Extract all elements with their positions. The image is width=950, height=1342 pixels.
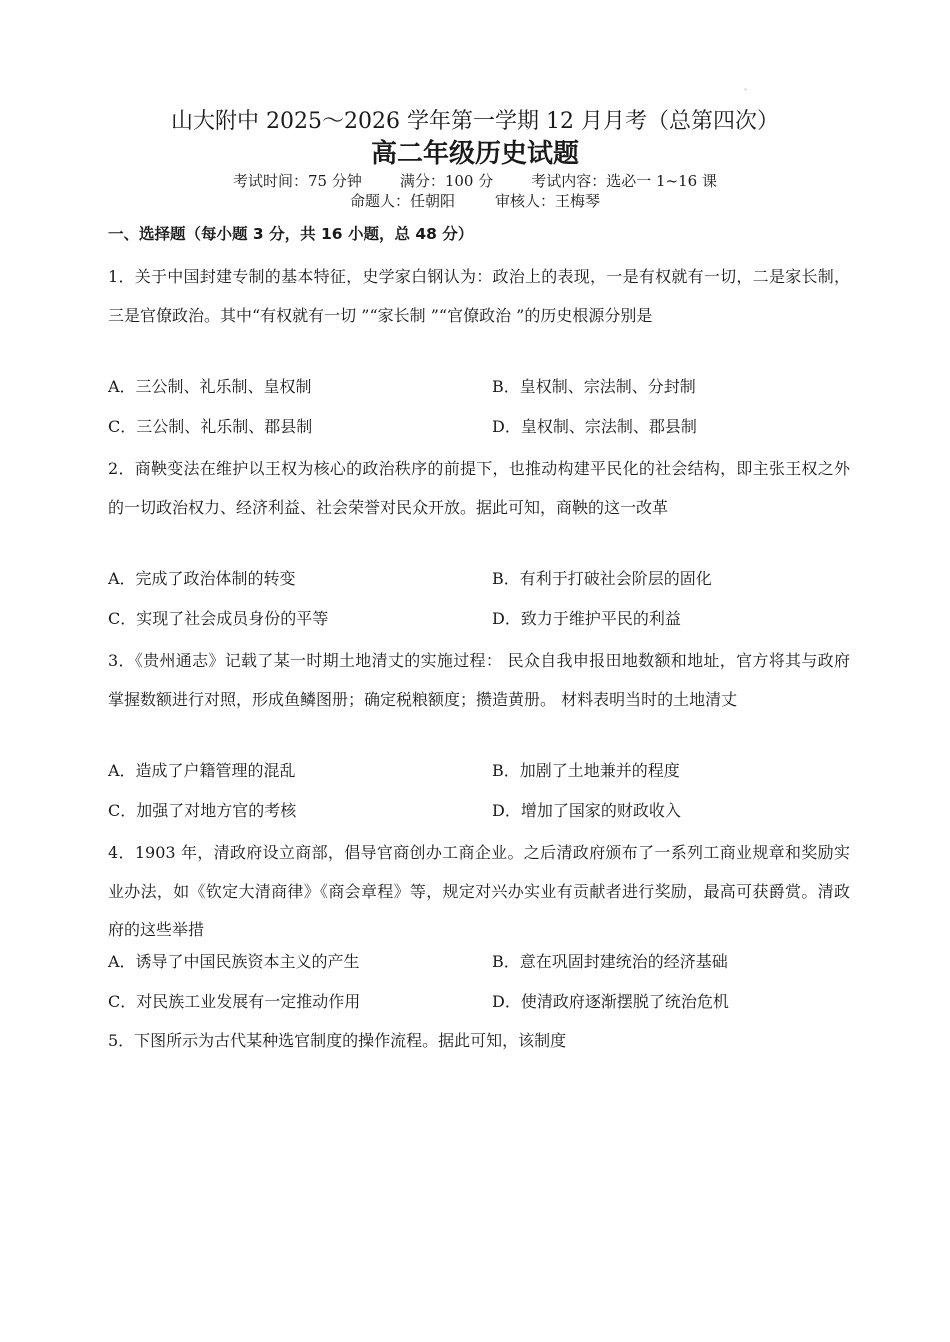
exam-title: 山大附中 2025～2026 学年第一学期 12 月月考（总第四次）	[171, 109, 779, 134]
option-a: A．诱导了中国民族资本主义的产生	[108, 952, 360, 971]
question-1-stem: 1．关于中国封建专制的基本特征，史学家白钢认为：政治上的表现，一是有权就有一切，二是家长制，三是官僚政治。其中“有权就有一切 ”“家长制 ”“官僚政治 ”的历史根源分别是	[108, 267, 850, 325]
question-2-options	[108, 566, 850, 645]
option-b: B．意在巩固封建统治的经济基础	[492, 952, 728, 971]
option-d: D．皇权制、宗法制、郡县制	[492, 416, 697, 436]
question-4-options	[108, 949, 850, 1028]
exam-content: 考试内容：选必一 1~16 课	[531, 172, 717, 190]
option-c: C．对民族工业发展有一定推动作用	[108, 991, 361, 1011]
question-setter: 命题人：任朝阳	[349, 192, 455, 210]
question-5-stem: 5．下图所示为古代某种选官制度的操作流程。据此可知，该制度	[108, 1031, 567, 1050]
exam-meta-line1	[0, 171, 950, 191]
option-c: C．三公制、礼乐制、郡县制	[108, 416, 313, 436]
exam-subtitle: 高二年级历史试题	[370, 139, 579, 169]
option-b: B．皇权制、宗法制、分封制	[492, 377, 696, 396]
option-c: C．加强了对地方官的考核	[108, 800, 297, 820]
option-b: B．加剧了土地兼并的程度	[492, 761, 680, 780]
question-4-stem: 4．1903 年，清政府设立商部，倡导官商创办工商企业。之后清政府颁布了一系列工商业规章和奖励实业办法，如《钦定大清商律》《商会章程》等，规定对兴办实业有贡献者进行奖励，最高可获爵赏。清政府的这些举措	[108, 843, 850, 939]
exam-meta-line2	[0, 191, 950, 211]
option-a: A．三公制、礼乐制、皇权制	[108, 377, 312, 396]
option-c: C．实现了社会成员身份的平等	[108, 608, 329, 628]
question-2-stem: 2．商鞅变法在维护以王权为核心的政治秩序的前提下，也推动构建平民化的社会结构，即主张王权之外的一切政治权力、经济利益、社会荣誉对民众开放。据此可知，商鞅的这一改革	[108, 459, 850, 517]
question-1-options	[108, 374, 850, 453]
full-score: 满分：100 分	[399, 172, 494, 190]
option-a: A．完成了政治体制的转变	[108, 569, 296, 588]
scan-mark: °	[744, 88, 747, 95]
option-d: D．使清政府逐渐摆脱了统治危机	[492, 991, 729, 1011]
question-3-options	[108, 758, 850, 837]
option-b: B．有利于打破社会阶层的固化	[492, 569, 712, 588]
section-title: 一、选择题（每小题 3 分，共 16 小题，总 48 分）	[108, 225, 474, 243]
option-d: D．致力于维护平民的利益	[492, 608, 681, 628]
option-d: D．增加了国家的财政收入	[492, 800, 681, 820]
question-reviewer: 审核人：王梅琴	[495, 192, 601, 210]
option-a: A．造成了户籍管理的混乱	[108, 761, 296, 780]
question-3-stem: 3．《贵州通志》记载了某一时期土地清丈的实施过程： 民众自我申报田地数额和地址，官方将其与政府掌握数额进行对照，形成鱼鳞图册；确定税粮额度；攒造黄册。 材料表明当时的土地清丈	[108, 651, 850, 709]
exam-time: 考试时间：75 分钟	[232, 172, 362, 190]
